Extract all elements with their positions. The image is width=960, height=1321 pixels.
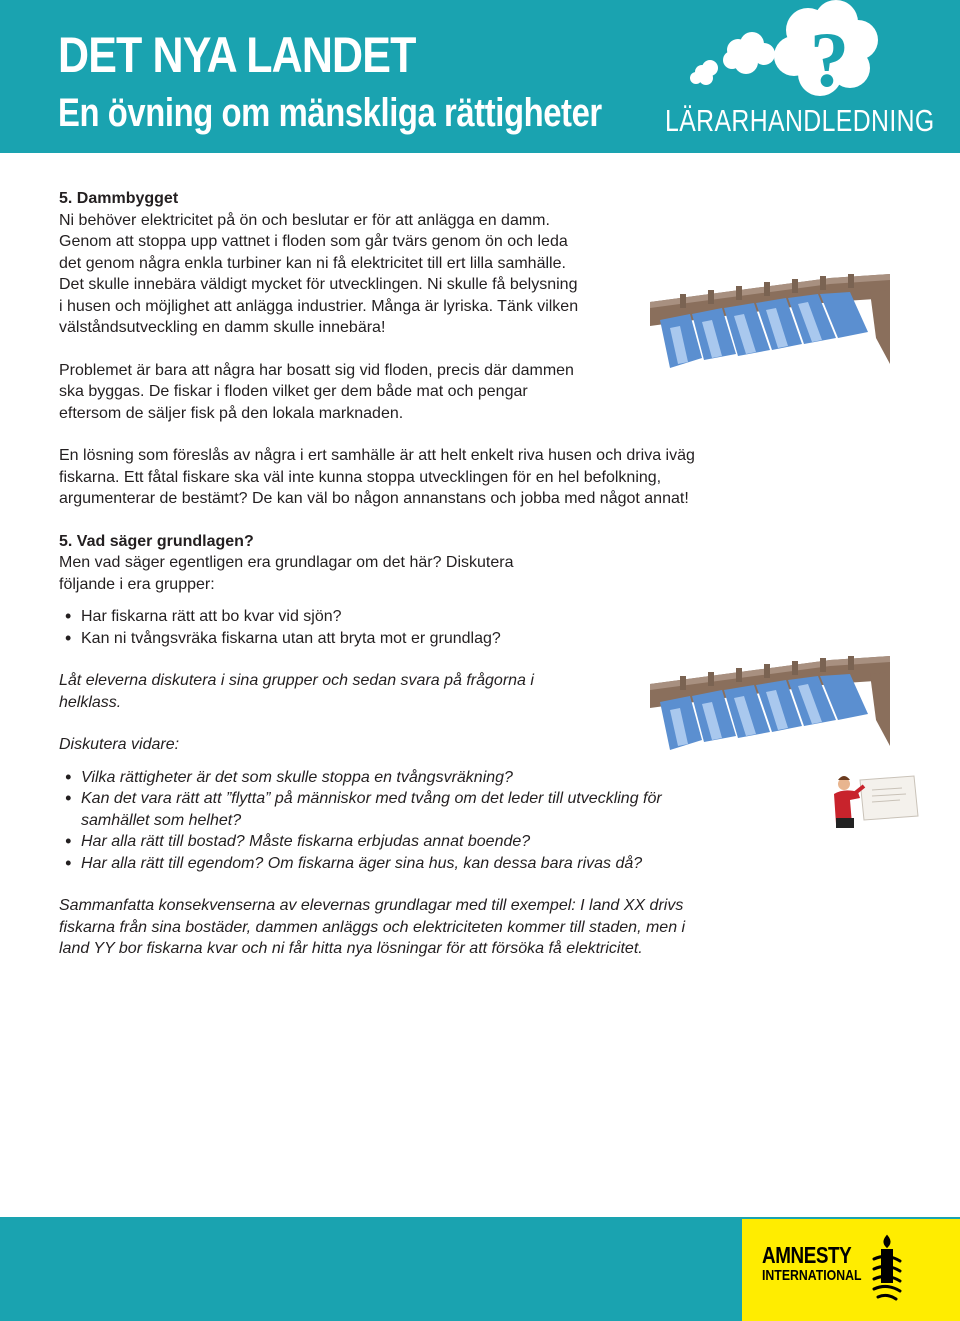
dam-paragraph-2: Problemet är bara att några har bosatt sig vid floden, precis där dammen ska byggas. De fiskar i floden vilket ger dem både mat och pengar eftersom de säljer fisk på den lokala marknaden. <box>59 361 574 422</box>
dam-illustration <box>650 268 910 378</box>
list-item: • Kan det vara rätt att ”flytta” på människor med tvång om det leder till utveckling för samhället som helhet? <box>59 788 719 831</box>
candle-icon <box>870 1233 904 1303</box>
section-heading-dam: 5. Dammbygget <box>59 190 179 207</box>
summary-text: Sammanfatta konsekvenserna av elevernas grundlagar med till exempel: I land XX drivs fiskarna från sina bostäder, dammen anläggs och elektriciteten kommer till staden, men i land YY bor fiskarna kvar och ni får hitta nya lösningar för att försöka få elektricitet. <box>59 897 686 957</box>
discussion-list <box>59 767 719 875</box>
question-cloud-icon <box>680 0 890 105</box>
section-heading-constitution: 5. Vad säger grundlagen? <box>59 532 254 550</box>
dam-paragraph-3: En lösning som föreslås av några i ert samhälle är att helt enkelt riva husen och driva iväg fiskarna. Ett fåtal fiskare ska väl inte kunna stoppa utvecklingen för en hel befolkning, argumenterar de bestämt? De kan väl bo någon annanstans och jobba med något annat! <box>59 447 695 507</box>
constitution-intro: Men vad säger egentligen era grundlagar om det här? Diskutera följande i era grupper: <box>59 554 514 593</box>
list-item: • Har fiskarna rätt att bo kvar vid sjön? <box>59 606 719 628</box>
discuss-label: Diskutera vidare: <box>59 736 180 753</box>
main-content <box>59 188 719 960</box>
page-subtitle: En övning om mänskliga rättigheter <box>58 91 602 135</box>
svg-text:?: ? <box>810 16 849 103</box>
logo-line-1: AMNESTY <box>762 1242 852 1268</box>
person-with-paper-illustration <box>830 772 920 832</box>
list-item: • Kan ni tvångsvräka fiskarna utan att bryta mot er grundlag? <box>59 628 719 650</box>
logo-line-2: INTERNATIONAL <box>762 1267 862 1284</box>
dam-paragraph-1: Ni behöver elektricitet på ön och beslutar er för att anlägga en damm. Genom att stoppa upp vattnet i floden som går tvärs genom ön och leda det genom några enkla turbiner kan ni få elektricitet till ert lilla samhälle. Det skulle innebära väldigt mycket för utvecklingen. Ni skulle få belysning i husen och möjlighet att anlägga industrier. Många är lyriska. Tänk vilken välståndsutveckling en damm skulle innebära! <box>59 211 579 336</box>
question-list <box>59 606 719 649</box>
list-item: • Vilka rättigheter är det som skulle stoppa en tvångsvräkning? <box>59 767 719 789</box>
amnesty-logo <box>742 1219 960 1321</box>
list-item: • Har alla rätt till bostad? Måste fiskarna erbjudas annat boende? <box>59 831 719 853</box>
teacher-instruction: Låt eleverna diskutera i sina grupper och sedan svara på frågorna i helklass. <box>59 672 534 711</box>
page-title: DET NYA LANDET <box>58 27 416 83</box>
guide-label: LÄRARHANDLEDNING <box>665 103 935 138</box>
page-header <box>0 0 960 153</box>
dam-illustration <box>650 650 910 760</box>
list-item: • Har alla rätt till egendom? Om fiskarna äger sina hus, kan dessa bara rivas då? <box>59 853 719 875</box>
